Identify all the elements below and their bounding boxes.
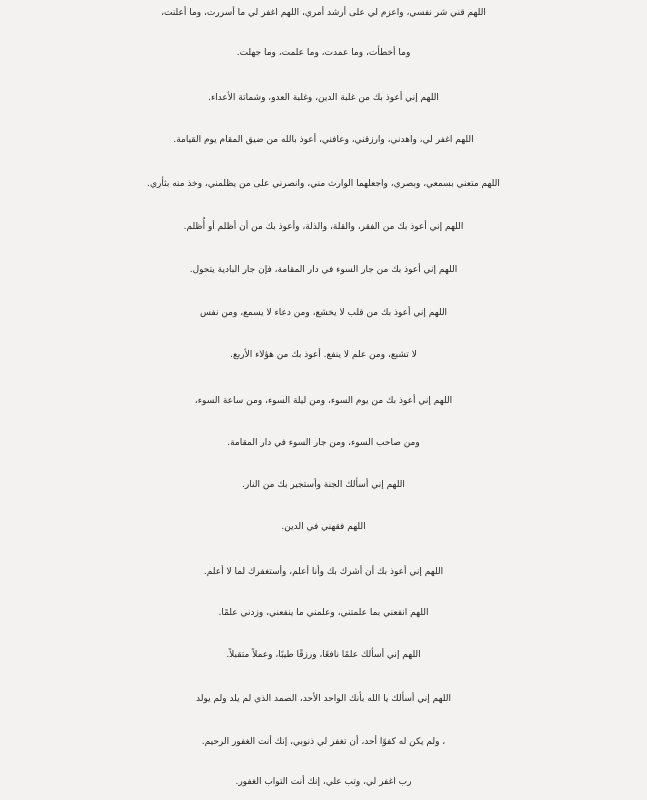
text-line: ، ولم يكن له كفوًا أحد، أن تغفر لي ذنوبي، إنك أنت الغفور الرحيم. (201, 737, 446, 747)
text-line: اللهم إني أسألك يا الله بأنك الواحد الأحد، الصمد الذي لم يلد ولم يولد (196, 694, 451, 704)
text-line: وما أخطأت، وما عمدت، وما علمت، وما جهلت. (236, 48, 411, 58)
text-line: ومن صاحب السوء، ومن جار السوء في دار المقامة. (227, 438, 420, 448)
text-line: اللهم قني شر نفسي، واعزم لي على أرشد أمري، اللهم اغفر لي ما أسررت، وما أعلنت، (161, 8, 486, 18)
text-line: اللهم فقهني في الدين. (281, 522, 366, 532)
text-line: اللهم اغفر لي، واهدني، وارزقني، وعافني، أعوذ بالله من ضيق المقام يوم القيامة. (173, 135, 474, 145)
text-line: اللهم انفعني بما علمتني، وعلمني ما ينفعني، وزدني علمًا. (218, 608, 429, 618)
text-line: اللهم إني أعوذ بك من جار السوء في دار المقامة، فإن جار البادية يتحول. (189, 265, 458, 275)
text-line: اللهم إني أسألك الجنة وأستجير بك من النار. (242, 480, 405, 490)
text-line: رب اغفر لي، وتب علي، إنك أنت التواب الغفور. (235, 777, 412, 787)
text-line: اللهم إني أعوذ بك من غلبة الدين، وغلبة العدو، وشماتة الأعداء. (208, 93, 439, 103)
text-line: اللهم إني أعوذ بك من الفقر، والقلة، والذلة، وأعوذ بك من أن أظلم أو أُظلم. (183, 222, 464, 232)
text-line: لا تشبع، ومن علم لا ينفع. أعوذ بك من هؤلاء الأربع. (230, 350, 417, 360)
text-line: اللهم متعني بسمعي، وبصري، واجعلهما الوارث مني، وانصرني على من يظلمني، وخذ منه بثأري. (147, 179, 500, 189)
text-line: اللهم إني أعوذ بك أن أشرك بك وأنا أعلم، وأستغفرك لما لا أعلم. (203, 567, 444, 577)
text-line: اللهم إني أعوذ بك من قلب لا يخشع، ومن دعاء لا يسمع، ومن نفس (199, 308, 448, 318)
text-line: اللهم إني أعوذ بك من يوم السوء، ومن ليلة السوء، ومن ساعة السوء، (194, 396, 453, 406)
text-line: اللهم إني أسألك علمًا نافعًا، ورزقًا طيبًا، وعملاً متقبلاً. (226, 650, 421, 660)
